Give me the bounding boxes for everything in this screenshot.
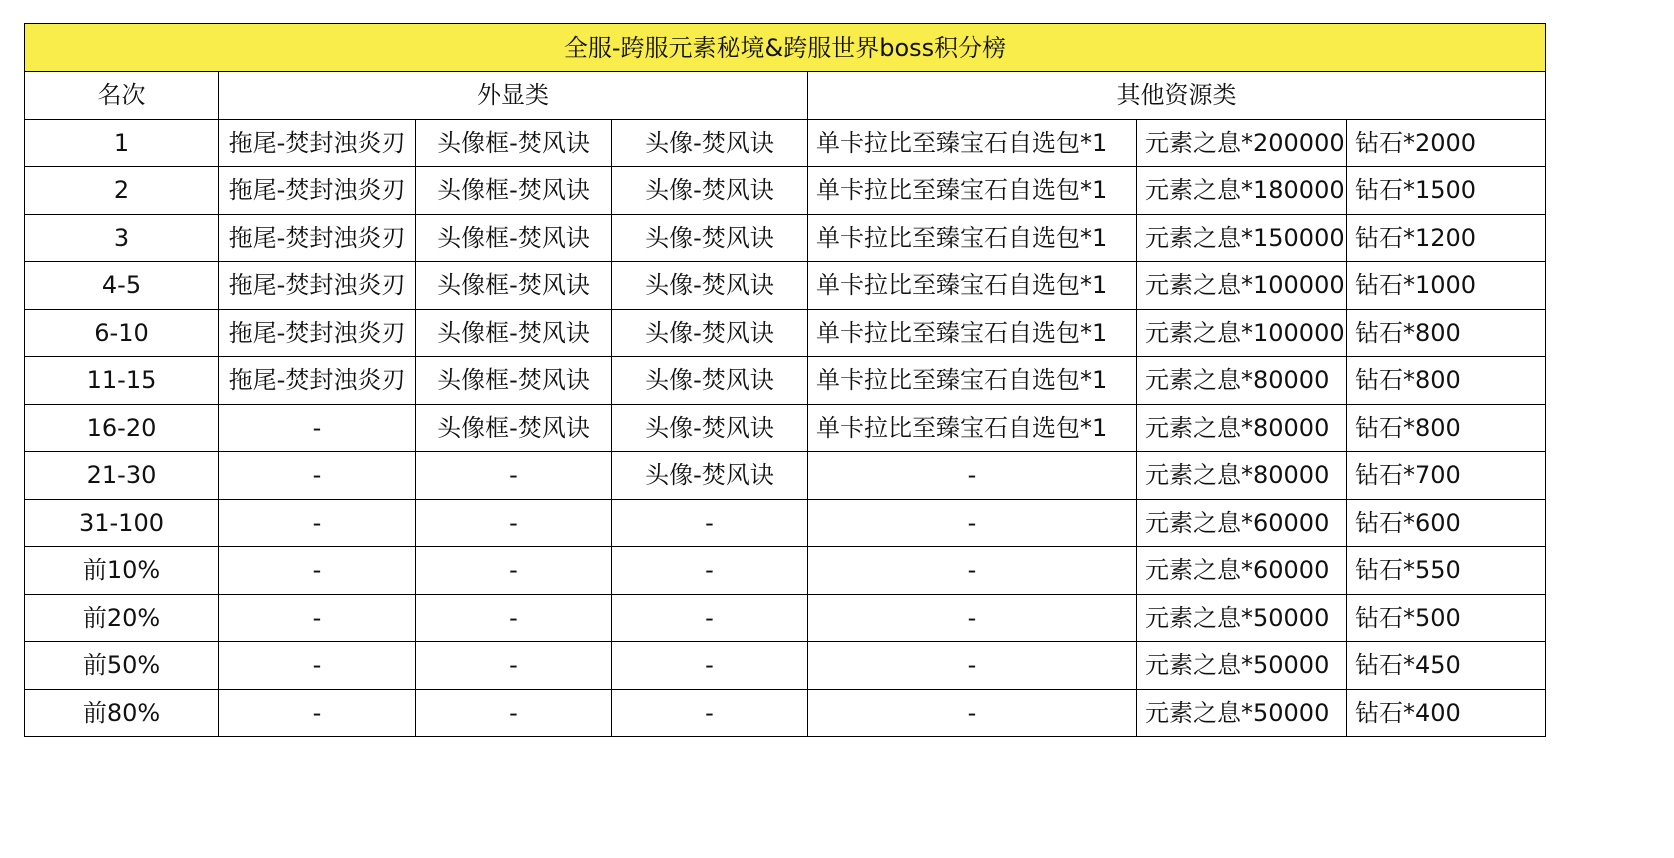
frame-reward-cell: 头像框-焚风诀 <box>416 404 612 452</box>
trail-reward-cell: - <box>219 594 416 642</box>
diamond-reward-cell: 钻石*550 <box>1347 547 1546 595</box>
diamond-reward-cell: 钻石*1200 <box>1347 214 1546 262</box>
diamond-reward-cell: 钻石*2000 <box>1347 119 1546 167</box>
table-row <box>25 547 1546 595</box>
table-row <box>25 499 1546 547</box>
rank-cell: 前20% <box>25 594 219 642</box>
rank-cell: 21-30 <box>25 452 219 500</box>
trail-reward-cell: 拖尾-焚封浊炎刃 <box>219 262 416 310</box>
rank-cell: 4-5 <box>25 262 219 310</box>
table-row <box>25 642 1546 690</box>
trail-reward-cell: 拖尾-焚封浊炎刃 <box>219 214 416 262</box>
element-reward-cell: 元素之息*60000 <box>1137 499 1347 547</box>
element-reward-cell: 元素之息*50000 <box>1137 642 1347 690</box>
element-reward-cell: 元素之息*80000 <box>1137 357 1347 405</box>
avatar-reward-cell: 头像-焚风诀 <box>612 404 808 452</box>
frame-reward-cell: - <box>416 499 612 547</box>
gem-pack-cell: 单卡拉比至臻宝石自选包*1 <box>808 357 1137 405</box>
gem-pack-cell: 单卡拉比至臻宝石自选包*1 <box>808 309 1137 357</box>
diamond-reward-cell: 钻石*600 <box>1347 499 1546 547</box>
gem-pack-cell: - <box>808 499 1137 547</box>
avatar-reward-cell: 头像-焚风诀 <box>612 309 808 357</box>
diamond-reward-cell: 钻石*800 <box>1347 357 1546 405</box>
gem-pack-cell: 单卡拉比至臻宝石自选包*1 <box>808 214 1137 262</box>
header-resource: 其他资源类 <box>808 72 1546 120</box>
frame-reward-cell: 头像框-焚风诀 <box>416 119 612 167</box>
element-reward-cell: 元素之息*200000 <box>1137 119 1347 167</box>
gem-pack-cell: - <box>808 452 1137 500</box>
rank-cell: 2 <box>25 167 219 215</box>
trail-reward-cell: - <box>219 404 416 452</box>
avatar-reward-cell: - <box>612 689 808 737</box>
trail-reward-cell: 拖尾-焚封浊炎刃 <box>219 167 416 215</box>
trail-reward-cell: 拖尾-焚封浊炎刃 <box>219 309 416 357</box>
avatar-reward-cell: 头像-焚风诀 <box>612 119 808 167</box>
gem-pack-cell: 单卡拉比至臻宝石自选包*1 <box>808 262 1137 310</box>
table-row <box>25 262 1546 310</box>
avatar-reward-cell: 头像-焚风诀 <box>612 452 808 500</box>
gem-pack-cell: 单卡拉比至臻宝石自选包*1 <box>808 119 1137 167</box>
frame-reward-cell: 头像框-焚风诀 <box>416 262 612 310</box>
table-row <box>25 594 1546 642</box>
diamond-reward-cell: 钻石*700 <box>1347 452 1546 500</box>
element-reward-cell: 元素之息*50000 <box>1137 689 1347 737</box>
rank-cell: 前50% <box>25 642 219 690</box>
gem-pack-cell: 单卡拉比至臻宝石自选包*1 <box>808 167 1137 215</box>
frame-reward-cell: - <box>416 642 612 690</box>
avatar-reward-cell: 头像-焚风诀 <box>612 167 808 215</box>
element-reward-cell: 元素之息*80000 <box>1137 452 1347 500</box>
rank-cell: 31-100 <box>25 499 219 547</box>
table-row <box>25 309 1546 357</box>
frame-reward-cell: - <box>416 547 612 595</box>
trail-reward-cell: - <box>219 499 416 547</box>
table-row <box>25 167 1546 215</box>
trail-reward-cell: - <box>219 452 416 500</box>
frame-reward-cell: 头像框-焚风诀 <box>416 357 612 405</box>
table-row <box>25 119 1546 167</box>
gem-pack-cell: 单卡拉比至臻宝石自选包*1 <box>808 404 1137 452</box>
diamond-reward-cell: 钻石*800 <box>1347 309 1546 357</box>
ranking-reward-table <box>24 23 1546 737</box>
table-row <box>25 214 1546 262</box>
element-reward-cell: 元素之息*80000 <box>1137 404 1347 452</box>
rank-cell: 6-10 <box>25 309 219 357</box>
trail-reward-cell: - <box>219 547 416 595</box>
gem-pack-cell: - <box>808 594 1137 642</box>
frame-reward-cell: 头像框-焚风诀 <box>416 214 612 262</box>
frame-reward-cell: - <box>416 689 612 737</box>
rank-cell: 11-15 <box>25 357 219 405</box>
element-reward-cell: 元素之息*50000 <box>1137 594 1347 642</box>
avatar-reward-cell: - <box>612 547 808 595</box>
gem-pack-cell: - <box>808 642 1137 690</box>
header-cosmetic: 外显类 <box>219 72 808 120</box>
avatar-reward-cell: 头像-焚风诀 <box>612 262 808 310</box>
frame-reward-cell: - <box>416 452 612 500</box>
rank-cell: 1 <box>25 119 219 167</box>
avatar-reward-cell: - <box>612 594 808 642</box>
rank-cell: 3 <box>25 214 219 262</box>
diamond-reward-cell: 钻石*450 <box>1347 642 1546 690</box>
avatar-reward-cell: 头像-焚风诀 <box>612 357 808 405</box>
title-row <box>25 24 1546 72</box>
element-reward-cell: 元素之息*100000 <box>1137 309 1347 357</box>
gem-pack-cell: - <box>808 547 1137 595</box>
trail-reward-cell: - <box>219 689 416 737</box>
frame-reward-cell: 头像框-焚风诀 <box>416 309 612 357</box>
frame-reward-cell: 头像框-焚风诀 <box>416 167 612 215</box>
element-reward-cell: 元素之息*100000 <box>1137 262 1347 310</box>
diamond-reward-cell: 钻石*800 <box>1347 404 1546 452</box>
trail-reward-cell: - <box>219 642 416 690</box>
table-title: 全服-跨服元素秘境&跨服世界boss积分榜 <box>25 24 1546 72</box>
trail-reward-cell: 拖尾-焚封浊炎刃 <box>219 357 416 405</box>
diamond-reward-cell: 钻石*1500 <box>1347 167 1546 215</box>
diamond-reward-cell: 钻石*500 <box>1347 594 1546 642</box>
element-reward-cell: 元素之息*60000 <box>1137 547 1347 595</box>
table-row <box>25 689 1546 737</box>
trail-reward-cell: 拖尾-焚封浊炎刃 <box>219 119 416 167</box>
frame-reward-cell: - <box>416 594 612 642</box>
header-row <box>25 72 1546 120</box>
element-reward-cell: 元素之息*150000 <box>1137 214 1347 262</box>
table-row <box>25 452 1546 500</box>
avatar-reward-cell: - <box>612 642 808 690</box>
avatar-reward-cell: - <box>612 499 808 547</box>
gem-pack-cell: - <box>808 689 1137 737</box>
element-reward-cell: 元素之息*180000 <box>1137 167 1347 215</box>
diamond-reward-cell: 钻石*400 <box>1347 689 1546 737</box>
rank-cell: 前10% <box>25 547 219 595</box>
table-row <box>25 404 1546 452</box>
header-rank: 名次 <box>25 72 219 120</box>
rank-cell: 16-20 <box>25 404 219 452</box>
table-row <box>25 357 1546 405</box>
diamond-reward-cell: 钻石*1000 <box>1347 262 1546 310</box>
rank-cell: 前80% <box>25 689 219 737</box>
avatar-reward-cell: 头像-焚风诀 <box>612 214 808 262</box>
